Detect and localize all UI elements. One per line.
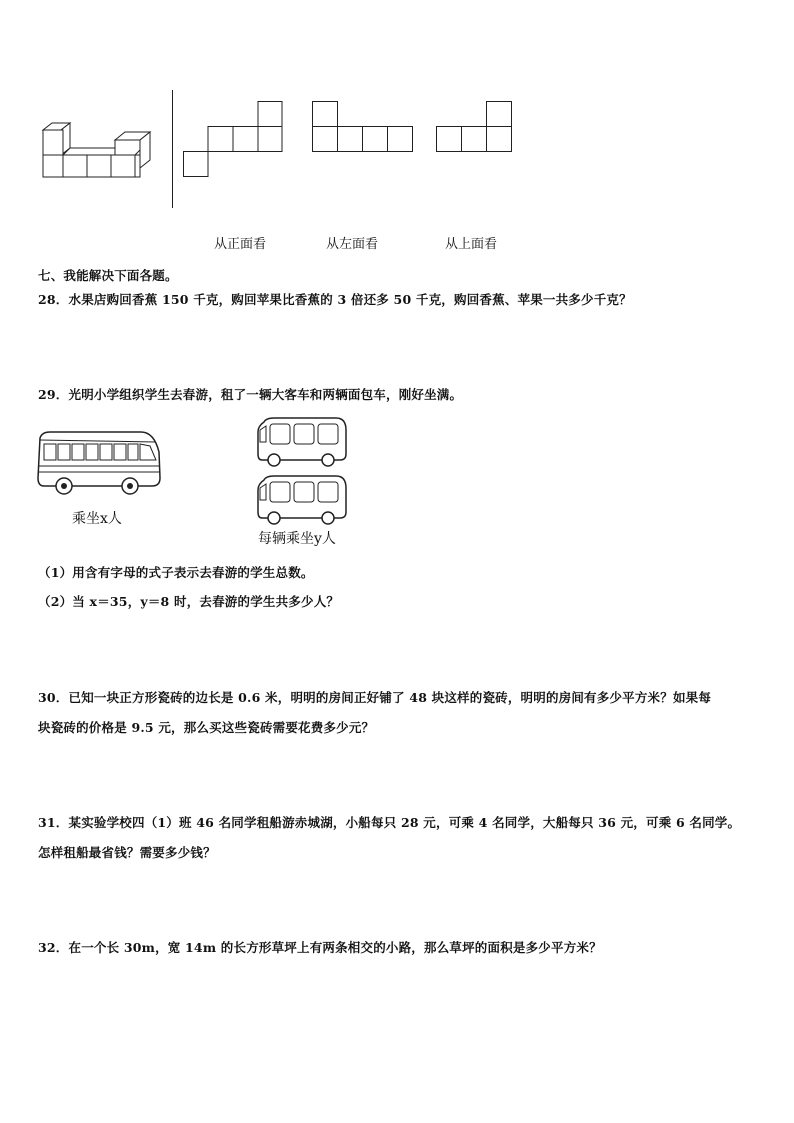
- van-caption: 每辆乘坐y人: [258, 531, 336, 547]
- front-view-label: 从正面看: [214, 237, 267, 252]
- van-illustration-1: [256, 418, 348, 468]
- cube-figure: [40, 120, 160, 180]
- question-30-line-1: 30．已知一块正方形瓷砖的边长是 0.6 米，明明的房间正好铺了 48 块这样的瓷砖，明明的房间有多少平方米？如果每: [38, 690, 712, 705]
- top-view-label: 从上面看: [445, 237, 498, 252]
- section-title: 七、我能解决下面各题。: [38, 268, 178, 283]
- question-29: 29．光明小学组织学生去春游，租了一辆大客车和两辆面包车，刚好坐满。: [38, 387, 463, 402]
- top-view-figure: [436, 101, 514, 153]
- question-32: 32．在一个长 30m，宽 14m 的长方形草坪上有两条相交的小路，那么草坪的面积是多少平方米？: [38, 940, 602, 955]
- question-29-part-2: （2）当 x＝35，y＝8 时，去春游的学生共多少人？: [38, 594, 340, 609]
- bus-illustration: [36, 430, 164, 498]
- question-31-line-2: 怎样租船最省钱？需要多少钱？: [38, 845, 216, 860]
- question-30-line-2: 块瓷砖的价格是 9.5 元，那么买这些瓷砖需要花费多少元？: [38, 720, 375, 735]
- left-view-figure: [312, 101, 414, 153]
- question-31-line-1: 31．某实验学校四（1）班 46 名同学租船游赤城湖，小船每只 28 元，可乘 4 名同学，大船每只 36 元，可乘 6 名同学。: [38, 815, 741, 830]
- question-28: 28．水果店购回香蕉 150 千克，购回苹果比香蕉的 3 倍还多 50 千克，购回香蕉、苹果一共多少千克？: [38, 292, 632, 307]
- van-illustration-2: [256, 476, 348, 526]
- question-29-part-1: （1）用含有字母的式子表示去春游的学生总数。: [38, 565, 314, 580]
- divider: [172, 90, 173, 208]
- front-view-figure: [183, 101, 283, 177]
- bus-caption: 乘坐x人: [72, 511, 122, 527]
- left-view-label: 从左面看: [326, 237, 379, 252]
